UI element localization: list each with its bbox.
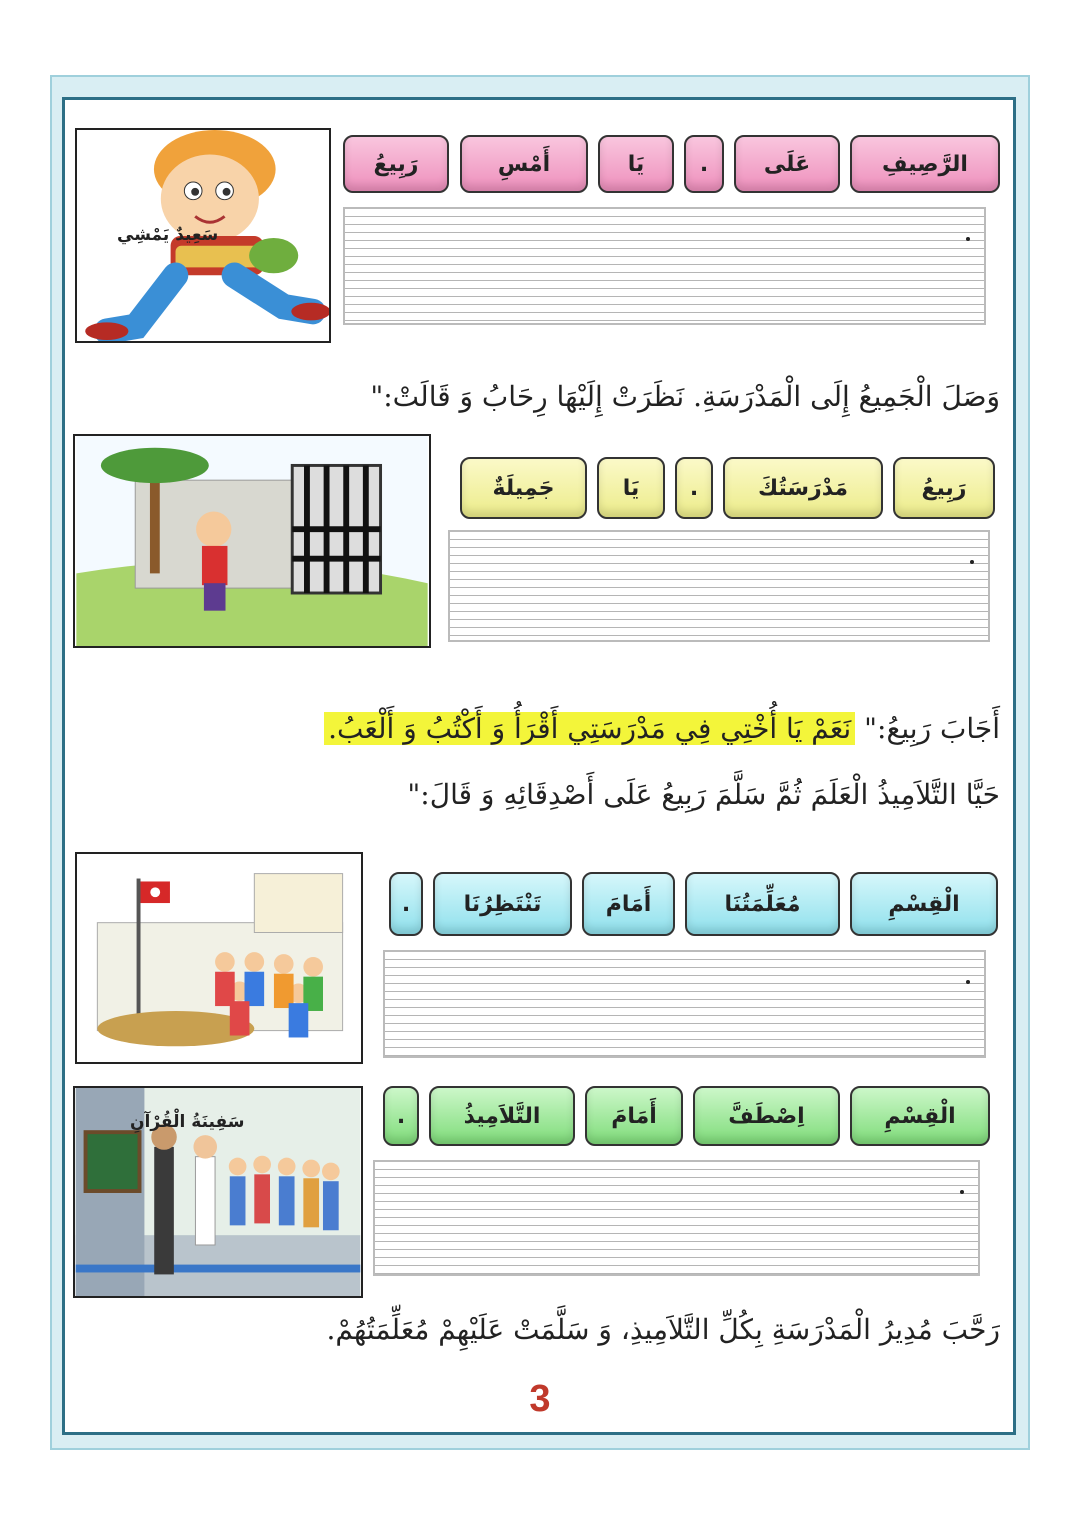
writing-lines[interactable]: [383, 950, 986, 1058]
word-card[interactable]: جَمِيلَةٌ: [460, 457, 587, 519]
word-card[interactable]: اِصْطَفَّ: [693, 1086, 840, 1146]
word-card[interactable]: رَبِيعُ: [893, 457, 995, 519]
school-yard-image: [75, 852, 363, 1064]
boy-running-image: [75, 128, 331, 343]
school-gate-illustration: [75, 436, 429, 646]
image-caption-label: سَعِيدٌ يَمْشِي: [117, 225, 219, 245]
classroom-image: [73, 1086, 363, 1298]
story-text-line: رَحَّبَ مُدِيرُ الْمَدْرَسَةِ بِكُلِّ التَّلاَمِيذِ، وَ سَلَّمَتْ عَلَيْهِمْ مُعَلِّمَتُهُمْ.: [326, 1313, 1000, 1346]
period-mark: [966, 980, 970, 984]
writing-lines[interactable]: [448, 530, 990, 642]
word-card[interactable]: مُعَلِّمَتُنَا: [685, 872, 840, 936]
word-card[interactable]: التَّلاَمِيذُ: [429, 1086, 575, 1146]
highlighted-dialogue: نَعَمْ يَا أُخْتِي فِي مَدْرَسَتِي أَقْرَأُ وَ أَكْتُبُ وَ أَلْعَبُ.: [324, 712, 855, 745]
word-card[interactable]: تَنْتَظِرُنَا: [433, 872, 572, 936]
image-caption-label: سَفِينَةُ الْقُرْآنِ: [130, 1112, 245, 1132]
word-card[interactable]: .: [684, 135, 724, 193]
school-gate-image: [73, 434, 431, 648]
school-yard-illustration: [77, 854, 361, 1062]
story-text-line: حَيَّا التَّلاَمِيذُ الْعَلَمَ ثُمَّ سَلَّمَ رَبِيعُ عَلَى أَصْدِقَائِهِ وَ قَالَ:": [407, 778, 1000, 811]
word-card[interactable]: الْقِسْمِ: [850, 1086, 990, 1146]
word-card[interactable]: الرَّصِيفِ: [850, 135, 1000, 193]
period-mark: [970, 560, 974, 564]
dialogue-intro: أَجَابَ رَبِيعُ:": [864, 712, 1000, 745]
word-card[interactable]: .: [383, 1086, 419, 1146]
period-mark: [966, 237, 970, 241]
story-text-line: [100, 712, 1000, 745]
page-number: 3: [529, 1378, 551, 1420]
word-card[interactable]: رَبِيعُ: [343, 135, 449, 193]
writing-lines[interactable]: [373, 1160, 980, 1276]
writing-lines[interactable]: [343, 207, 986, 325]
story-text-line: وَصَلَ الْجَمِيعُ إِلَى الْمَدْرَسَةِ. نَظَرَتْ إِلَيْهَا رِحَابُ وَ قَالَتْ:": [370, 380, 1000, 413]
word-card[interactable]: .: [389, 872, 423, 936]
word-card[interactable]: عَلَى: [734, 135, 840, 193]
word-card[interactable]: .: [675, 457, 713, 519]
word-card[interactable]: يَا: [597, 457, 665, 519]
word-card[interactable]: مَدْرَسَتُكَ: [723, 457, 883, 519]
word-card[interactable]: أَمَامَ: [582, 872, 675, 936]
word-card[interactable]: الْقِسْمِ: [850, 872, 998, 936]
word-card[interactable]: أَمَامَ: [585, 1086, 683, 1146]
period-mark: [960, 1190, 964, 1194]
word-card[interactable]: يَا: [598, 135, 674, 193]
word-card[interactable]: أَمْسِ: [460, 135, 588, 193]
